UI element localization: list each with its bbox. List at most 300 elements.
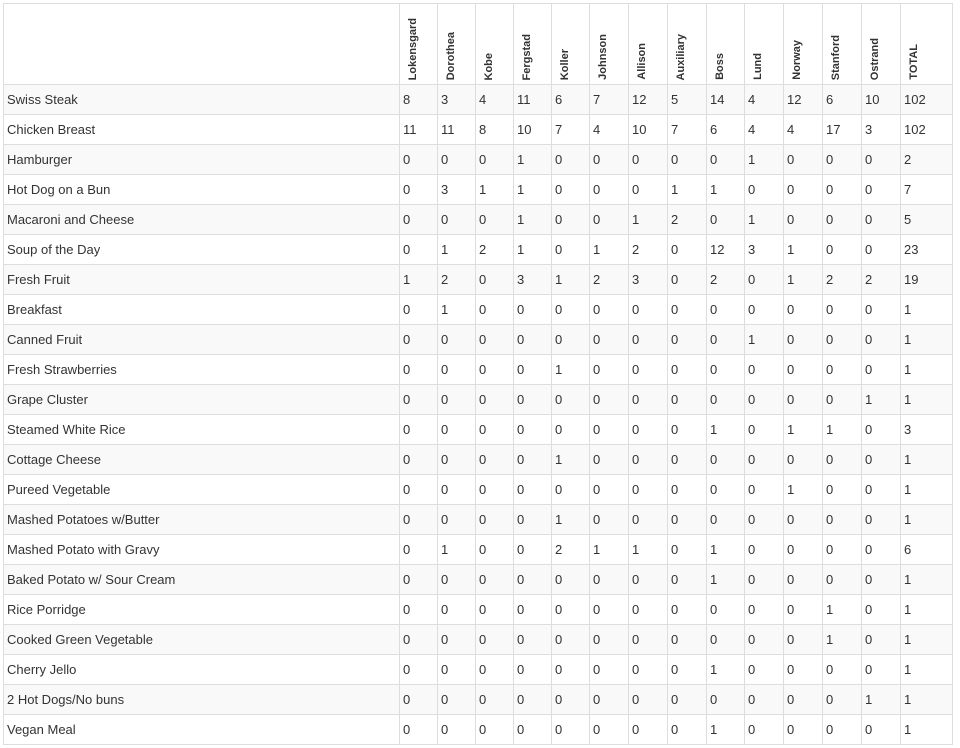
count-cell: 4	[590, 115, 629, 145]
count-cell: 0	[862, 595, 901, 625]
menu-item-name: Fresh Fruit	[4, 265, 400, 295]
count-cell: 0	[823, 385, 862, 415]
count-cell: 0	[862, 235, 901, 265]
column-header	[514, 4, 552, 85]
table-row	[4, 85, 953, 115]
count-cell: 8	[400, 85, 438, 115]
count-cell: 1	[514, 235, 552, 265]
table-row	[4, 385, 953, 415]
count-cell: 0	[476, 595, 514, 625]
count-cell: 11	[514, 85, 552, 115]
count-cell: 12	[629, 85, 668, 115]
count-cell: 0	[745, 295, 784, 325]
count-cell: 1	[823, 595, 862, 625]
count-cell: 0	[629, 445, 668, 475]
count-cell: 5	[668, 85, 707, 115]
count-cell: 0	[476, 415, 514, 445]
table-row	[4, 295, 953, 325]
count-cell: 0	[707, 595, 745, 625]
menu-item-name: Swiss Steak	[4, 85, 400, 115]
count-cell: 0	[590, 595, 629, 625]
total-cell: 2	[901, 145, 953, 175]
count-cell: 0	[400, 715, 438, 745]
menu-item-name: Vegan Meal	[4, 715, 400, 745]
count-cell: 0	[514, 655, 552, 685]
table-row	[4, 715, 953, 745]
total-cell: 1	[901, 505, 953, 535]
count-cell: 0	[400, 475, 438, 505]
count-cell: 0	[590, 625, 629, 655]
count-cell: 0	[629, 565, 668, 595]
count-cell: 0	[400, 505, 438, 535]
count-cell: 3	[438, 175, 476, 205]
column-header-label: Boss	[714, 53, 726, 80]
count-cell: 3	[629, 265, 668, 295]
count-cell: 2	[862, 265, 901, 295]
table-row	[4, 475, 953, 505]
count-cell: 0	[823, 235, 862, 265]
count-cell: 0	[668, 295, 707, 325]
count-cell: 0	[862, 625, 901, 655]
menu-item-name: Cherry Jello	[4, 655, 400, 685]
total-cell: 1	[901, 475, 953, 505]
count-cell: 0	[438, 655, 476, 685]
count-cell: 0	[438, 625, 476, 655]
count-cell: 0	[745, 655, 784, 685]
count-cell: 0	[590, 385, 629, 415]
count-cell: 2	[590, 265, 629, 295]
count-cell: 0	[590, 415, 629, 445]
total-cell: 3	[901, 415, 953, 445]
table-row	[4, 235, 953, 265]
count-cell: 0	[823, 685, 862, 715]
count-cell: 0	[745, 475, 784, 505]
count-cell: 0	[514, 565, 552, 595]
column-header-label: Kobe	[483, 52, 495, 80]
count-cell: 0	[707, 205, 745, 235]
count-cell: 2	[629, 235, 668, 265]
count-cell: 0	[668, 595, 707, 625]
count-cell: 3	[745, 235, 784, 265]
count-cell: 0	[400, 655, 438, 685]
column-header-label: Ostrand	[869, 37, 881, 80]
menu-item-name: Mashed Potatoes w/Butter	[4, 505, 400, 535]
count-cell: 0	[552, 145, 590, 175]
menu-item-name: Pureed Vegetable	[4, 475, 400, 505]
count-cell: 0	[514, 445, 552, 475]
count-cell: 0	[862, 175, 901, 205]
count-cell: 0	[629, 415, 668, 445]
count-cell: 0	[823, 145, 862, 175]
column-header-label: Lokensgard	[407, 17, 419, 80]
count-cell: 1	[784, 475, 823, 505]
table-row	[4, 415, 953, 445]
count-cell: 3	[862, 115, 901, 145]
count-cell: 1	[862, 685, 901, 715]
count-cell: 0	[590, 295, 629, 325]
count-cell: 0	[400, 685, 438, 715]
count-cell: 0	[745, 265, 784, 295]
count-cell: 0	[552, 415, 590, 445]
count-cell: 0	[552, 175, 590, 205]
count-cell: 0	[707, 505, 745, 535]
count-cell: 0	[552, 475, 590, 505]
count-cell: 12	[707, 235, 745, 265]
count-cell: 0	[514, 475, 552, 505]
count-cell: 0	[590, 655, 629, 685]
count-cell: 1	[707, 415, 745, 445]
count-cell: 0	[514, 595, 552, 625]
count-cell: 0	[514, 505, 552, 535]
count-cell: 0	[438, 145, 476, 175]
count-cell: 0	[862, 145, 901, 175]
count-cell: 0	[784, 385, 823, 415]
count-cell: 0	[668, 415, 707, 445]
count-cell: 0	[476, 385, 514, 415]
column-header	[823, 4, 862, 85]
count-cell: 1	[707, 535, 745, 565]
count-cell: 2	[823, 265, 862, 295]
menu-item-name: Baked Potato w/ Sour Cream	[4, 565, 400, 595]
count-cell: 0	[668, 145, 707, 175]
count-cell: 0	[552, 715, 590, 745]
count-cell: 0	[590, 565, 629, 595]
count-cell: 1	[784, 235, 823, 265]
count-cell: 0	[400, 175, 438, 205]
count-cell: 0	[552, 655, 590, 685]
menu-item-name: Steamed White Rice	[4, 415, 400, 445]
count-cell: 0	[438, 685, 476, 715]
count-cell: 0	[823, 325, 862, 355]
count-cell: 0	[745, 565, 784, 595]
count-cell: 0	[476, 145, 514, 175]
column-header	[745, 4, 784, 85]
count-cell: 0	[745, 535, 784, 565]
count-cell: 0	[476, 565, 514, 595]
count-cell: 0	[707, 475, 745, 505]
column-header	[862, 4, 901, 85]
count-cell: 0	[745, 175, 784, 205]
count-cell: 0	[784, 325, 823, 355]
count-cell: 1	[823, 415, 862, 445]
count-cell: 0	[438, 475, 476, 505]
count-cell: 0	[438, 355, 476, 385]
count-cell: 0	[400, 205, 438, 235]
count-cell: 0	[823, 175, 862, 205]
total-cell: 7	[901, 175, 953, 205]
count-cell: 0	[514, 295, 552, 325]
count-cell: 0	[400, 535, 438, 565]
count-cell: 0	[629, 295, 668, 325]
total-cell: 1	[901, 595, 953, 625]
count-cell: 0	[707, 625, 745, 655]
count-cell: 0	[745, 415, 784, 445]
menu-item-name: Soup of the Day	[4, 235, 400, 265]
count-cell: 0	[784, 715, 823, 745]
menu-item-name: Fresh Strawberries	[4, 355, 400, 385]
count-cell: 4	[476, 85, 514, 115]
count-cell: 0	[514, 625, 552, 655]
count-cell: 1	[707, 565, 745, 595]
count-cell: 0	[668, 505, 707, 535]
menu-item-name: Rice Porridge	[4, 595, 400, 625]
count-cell: 0	[590, 445, 629, 475]
total-cell: 1	[901, 625, 953, 655]
count-cell: 0	[862, 295, 901, 325]
count-cell: 0	[400, 415, 438, 445]
count-cell: 0	[784, 565, 823, 595]
table-row	[4, 355, 953, 385]
column-header-label: Johnson	[597, 34, 609, 80]
count-cell: 4	[745, 85, 784, 115]
count-cell: 11	[438, 115, 476, 145]
count-cell: 0	[590, 145, 629, 175]
count-cell: 0	[784, 625, 823, 655]
table-row	[4, 325, 953, 355]
count-cell: 0	[784, 505, 823, 535]
count-cell: 0	[707, 325, 745, 355]
count-cell: 0	[707, 685, 745, 715]
menu-item-name: Canned Fruit	[4, 325, 400, 355]
count-cell: 0	[629, 145, 668, 175]
count-cell: 0	[552, 325, 590, 355]
count-cell: 1	[552, 505, 590, 535]
count-cell: 0	[400, 295, 438, 325]
count-cell: 0	[552, 595, 590, 625]
count-cell: 0	[668, 655, 707, 685]
count-cell: 2	[438, 265, 476, 295]
count-cell: 14	[707, 85, 745, 115]
count-cell: 17	[823, 115, 862, 145]
count-cell: 0	[552, 385, 590, 415]
count-cell: 0	[438, 565, 476, 595]
count-cell: 0	[823, 715, 862, 745]
table-row	[4, 265, 953, 295]
count-cell: 0	[438, 595, 476, 625]
count-cell: 0	[862, 475, 901, 505]
table-row	[4, 505, 953, 535]
count-cell: 7	[590, 85, 629, 115]
count-cell: 0	[476, 685, 514, 715]
table-row	[4, 565, 953, 595]
count-cell: 0	[629, 595, 668, 625]
count-cell: 0	[784, 205, 823, 235]
count-cell: 0	[862, 415, 901, 445]
menu-item-name: Grape Cluster	[4, 385, 400, 415]
total-cell: 1	[901, 355, 953, 385]
column-header-label: Allison	[636, 43, 648, 80]
count-cell: 0	[590, 685, 629, 715]
column-header-label: Fergstad	[521, 33, 533, 80]
count-cell: 1	[862, 385, 901, 415]
count-cell: 1	[629, 535, 668, 565]
count-cell: 0	[629, 175, 668, 205]
count-cell: 4	[784, 115, 823, 145]
count-cell: 0	[514, 325, 552, 355]
count-cell: 0	[745, 715, 784, 745]
count-cell: 0	[823, 475, 862, 505]
count-cell: 2	[707, 265, 745, 295]
menu-item-name: Hamburger	[4, 145, 400, 175]
header-row	[4, 4, 953, 85]
count-cell: 0	[476, 625, 514, 655]
count-cell: 1	[514, 175, 552, 205]
count-cell: 0	[476, 355, 514, 385]
count-cell: 0	[668, 385, 707, 415]
count-cell: 0	[784, 685, 823, 715]
count-cell: 7	[668, 115, 707, 145]
count-cell: 0	[552, 205, 590, 235]
count-cell: 0	[476, 265, 514, 295]
table-row	[4, 445, 953, 475]
count-cell: 0	[514, 715, 552, 745]
count-cell: 0	[862, 655, 901, 685]
table-row	[4, 115, 953, 145]
count-cell: 0	[668, 715, 707, 745]
total-cell: 19	[901, 265, 953, 295]
count-cell: 0	[745, 685, 784, 715]
count-cell: 0	[745, 505, 784, 535]
count-cell: 0	[668, 355, 707, 385]
total-cell: 1	[901, 445, 953, 475]
count-cell: 0	[668, 685, 707, 715]
count-cell: 1	[745, 145, 784, 175]
count-cell: 1	[784, 415, 823, 445]
menu-item-name: Hot Dog on a Bun	[4, 175, 400, 205]
count-cell: 0	[552, 625, 590, 655]
count-cell: 0	[590, 505, 629, 535]
count-cell: 0	[784, 355, 823, 385]
count-cell: 0	[784, 175, 823, 205]
count-cell: 11	[400, 115, 438, 145]
count-cell: 0	[629, 355, 668, 385]
count-cell: 0	[590, 355, 629, 385]
count-cell: 1	[629, 205, 668, 235]
count-cell: 0	[862, 445, 901, 475]
count-cell: 1	[590, 235, 629, 265]
count-cell: 1	[707, 655, 745, 685]
count-cell: 1	[476, 175, 514, 205]
count-cell: 4	[745, 115, 784, 145]
count-cell: 1	[552, 355, 590, 385]
table-row	[4, 175, 953, 205]
total-cell: 5	[901, 205, 953, 235]
count-cell: 0	[629, 325, 668, 355]
count-cell: 2	[552, 535, 590, 565]
count-cell: 0	[707, 355, 745, 385]
count-cell: 0	[862, 205, 901, 235]
count-cell: 6	[707, 115, 745, 145]
count-cell: 0	[745, 445, 784, 475]
count-cell: 6	[552, 85, 590, 115]
table-row	[4, 685, 953, 715]
table-row	[4, 535, 953, 565]
count-cell: 0	[629, 625, 668, 655]
menu-item-name: Mashed Potato with Gravy	[4, 535, 400, 565]
count-cell: 1	[438, 235, 476, 265]
count-cell: 0	[400, 355, 438, 385]
count-cell: 1	[668, 175, 707, 205]
count-cell: 0	[784, 535, 823, 565]
count-cell: 1	[552, 445, 590, 475]
count-cell: 0	[400, 235, 438, 265]
count-cell: 0	[590, 715, 629, 745]
count-cell: 0	[590, 475, 629, 505]
count-cell: 0	[400, 145, 438, 175]
menu-item-name: Breakfast	[4, 295, 400, 325]
count-cell: 0	[862, 535, 901, 565]
column-header-label: Lund	[752, 53, 764, 80]
count-cell: 0	[823, 505, 862, 535]
count-cell: 0	[823, 565, 862, 595]
count-cell: 0	[629, 685, 668, 715]
column-header	[590, 4, 629, 85]
count-cell: 0	[668, 445, 707, 475]
column-header-label: Norway	[791, 40, 803, 80]
count-cell: 10	[514, 115, 552, 145]
count-cell: 1	[438, 295, 476, 325]
count-cell: 0	[552, 565, 590, 595]
count-cell: 0	[514, 685, 552, 715]
count-cell: 0	[745, 355, 784, 385]
count-cell: 1	[823, 625, 862, 655]
count-cell: 3	[438, 85, 476, 115]
count-cell: 0	[438, 205, 476, 235]
count-cell: 0	[668, 625, 707, 655]
count-cell: 0	[823, 535, 862, 565]
count-cell: 0	[476, 445, 514, 475]
count-cell: 1	[745, 325, 784, 355]
count-cell: 0	[552, 235, 590, 265]
count-cell: 0	[629, 385, 668, 415]
count-cell: 10	[862, 85, 901, 115]
count-cell: 0	[823, 205, 862, 235]
corner-cell	[4, 4, 400, 85]
column-header	[707, 4, 745, 85]
count-cell: 0	[400, 385, 438, 415]
count-cell: 0	[745, 385, 784, 415]
count-cell: 0	[629, 655, 668, 685]
count-cell: 2	[476, 235, 514, 265]
column-header-label: Dorothea	[445, 31, 457, 80]
count-cell: 0	[438, 445, 476, 475]
count-cell: 1	[514, 145, 552, 175]
count-cell: 10	[629, 115, 668, 145]
total-cell: 1	[901, 655, 953, 685]
count-cell: 6	[823, 85, 862, 115]
count-cell: 1	[590, 535, 629, 565]
count-cell: 0	[668, 565, 707, 595]
menu-item-name: Macaroni and Cheese	[4, 205, 400, 235]
menu-item-name: 2 Hot Dogs/No buns	[4, 685, 400, 715]
count-cell: 0	[668, 325, 707, 355]
total-cell: 1	[901, 715, 953, 745]
count-cell: 0	[823, 445, 862, 475]
count-cell: 0	[514, 535, 552, 565]
count-cell: 0	[476, 295, 514, 325]
count-cell: 1	[707, 715, 745, 745]
column-header	[400, 4, 438, 85]
menu-item-name: Chicken Breast	[4, 115, 400, 145]
count-cell: 0	[707, 445, 745, 475]
total-cell: 1	[901, 325, 953, 355]
count-cell: 1	[400, 265, 438, 295]
table-row	[4, 145, 953, 175]
meal-count-table	[3, 3, 953, 745]
count-cell: 1	[438, 535, 476, 565]
count-cell: 0	[784, 655, 823, 685]
table-row	[4, 625, 953, 655]
